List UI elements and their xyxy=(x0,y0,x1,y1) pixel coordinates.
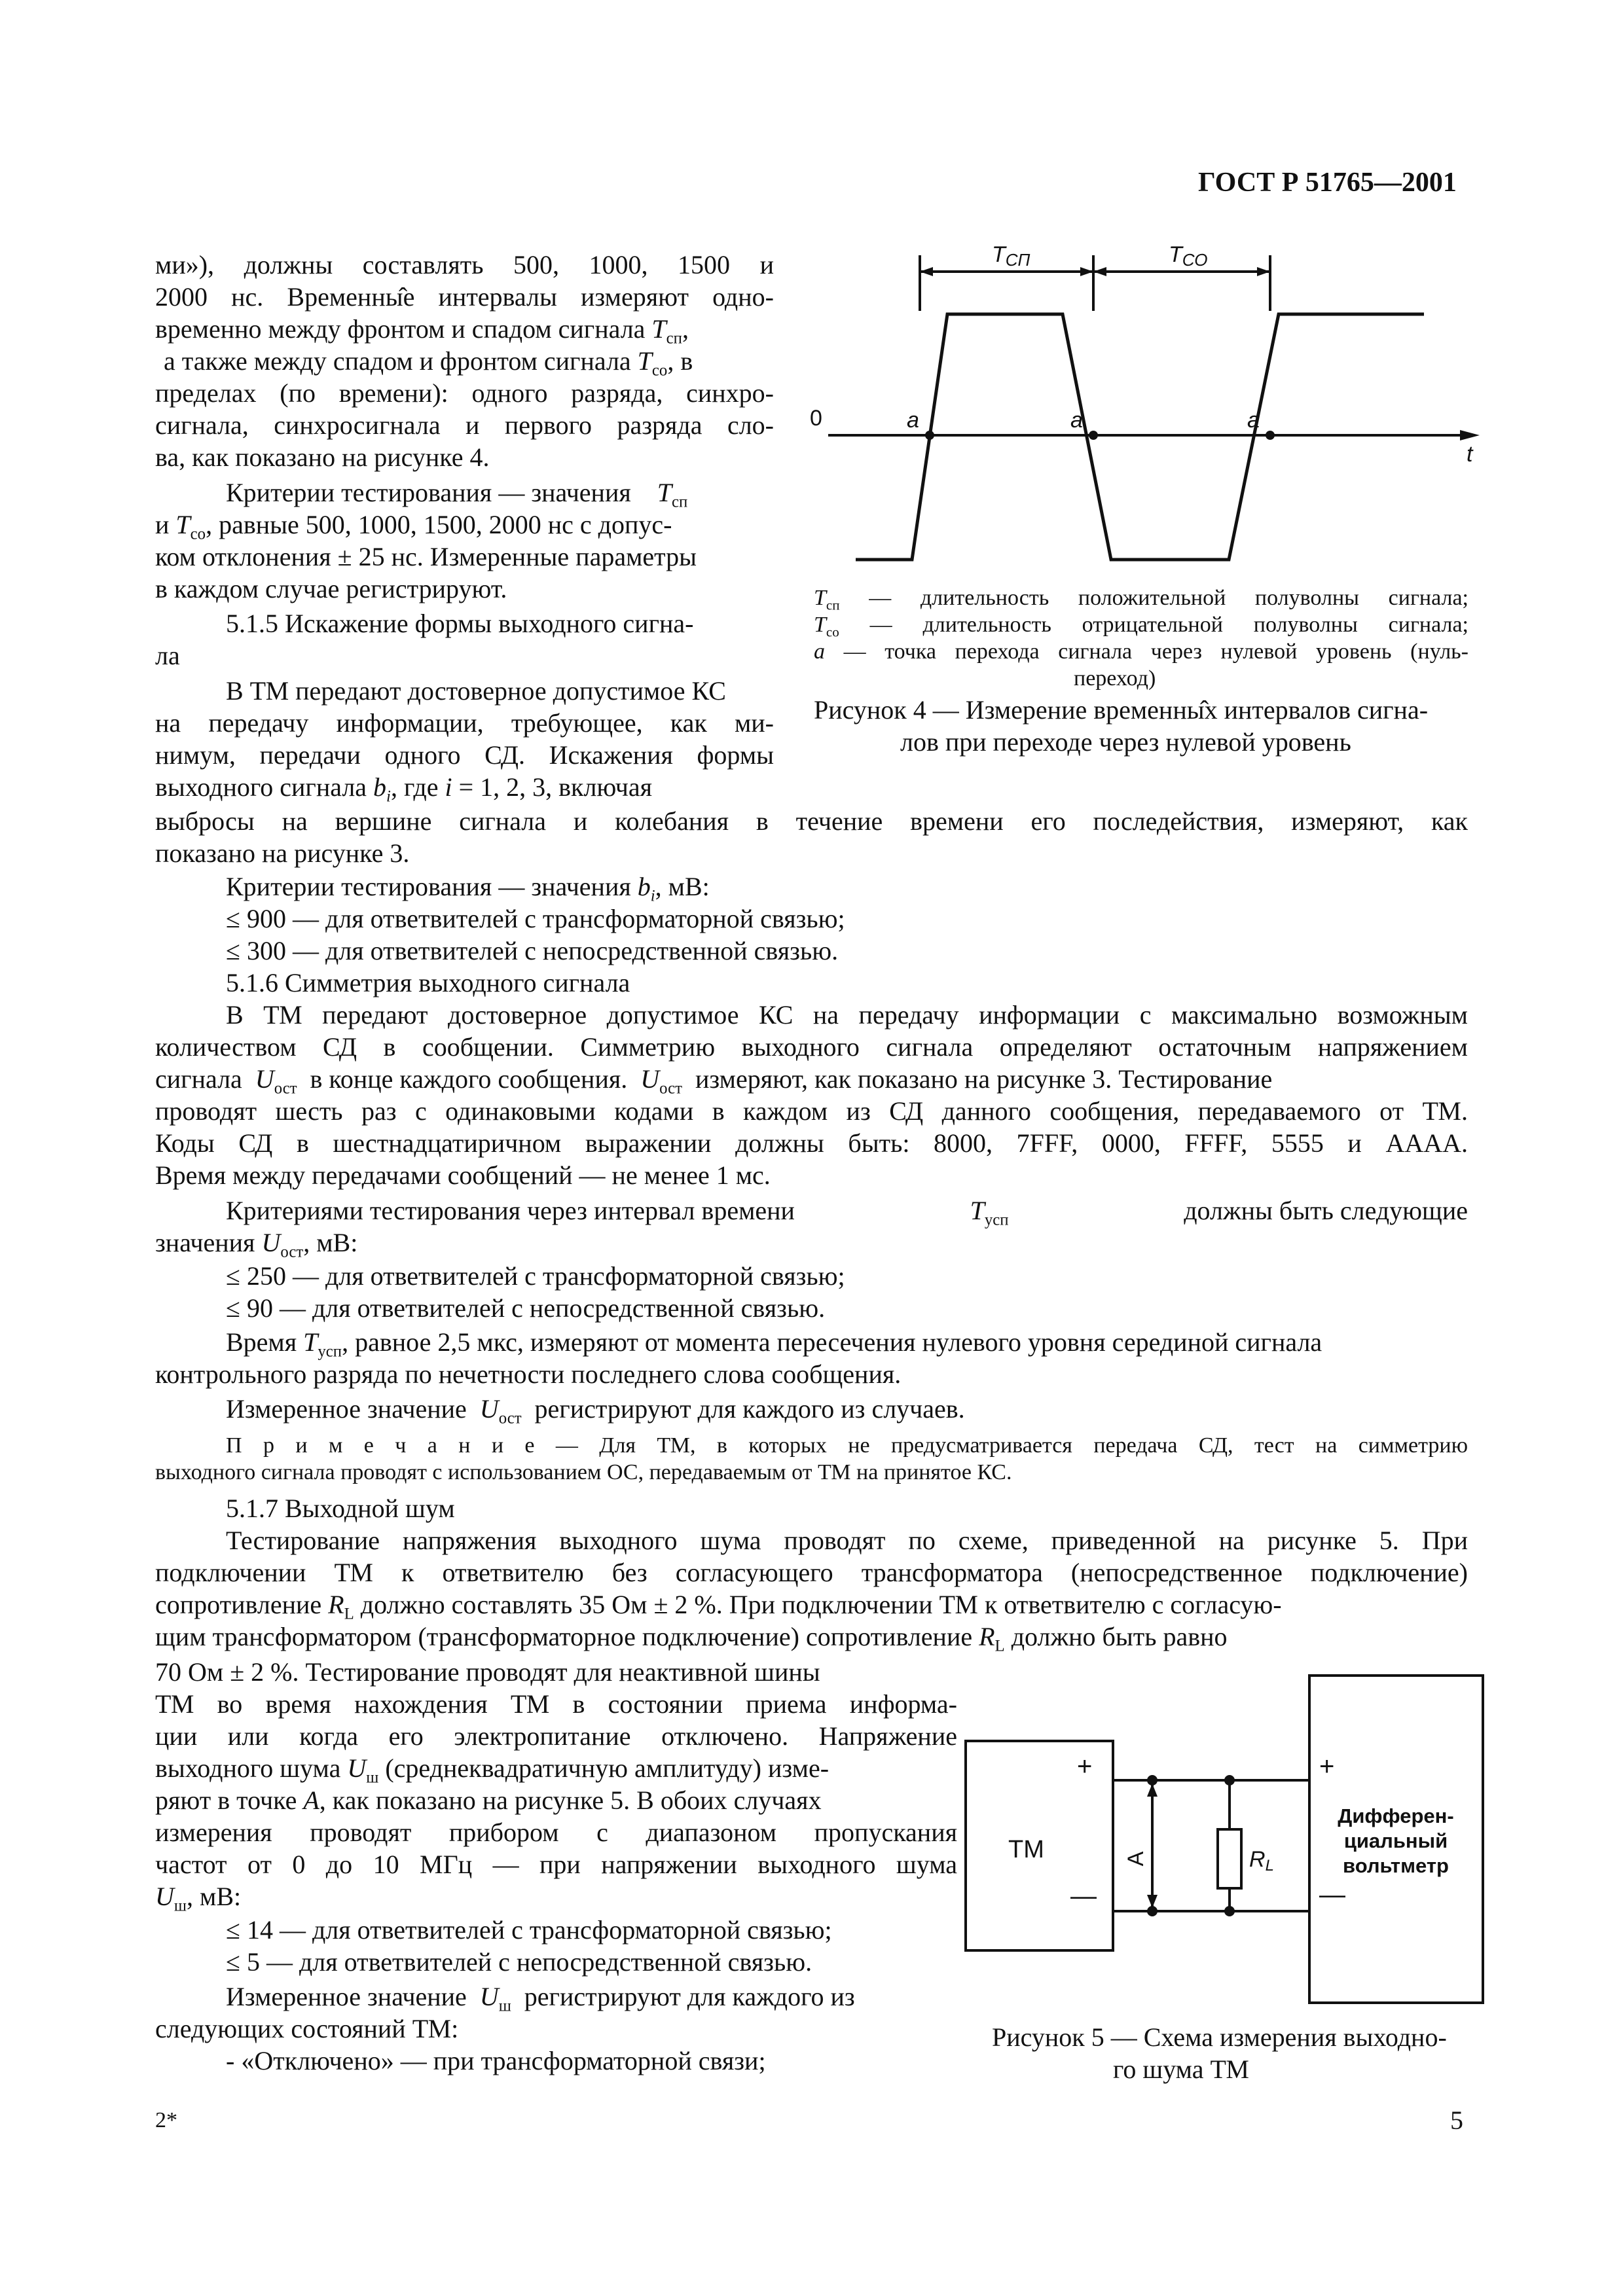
document-code: ГОСТ Р 51765—2001 xyxy=(1198,168,1457,198)
text-line: ции или когда его электропитание отключено. Напряжение xyxy=(155,1721,957,1751)
figure-caption: Рисунок 5 — Схема измерения выходно- xyxy=(992,2022,1447,2052)
text-line: ≤ 300 — для ответвителей с непосредственной связью. xyxy=(226,936,839,965)
node-dot xyxy=(1224,1906,1235,1916)
text-line: Критерии тестирования — значения $T_{сп}$ xyxy=(226,478,688,511)
text-line: Время между передачами сообщений — не менее 1 мс. xyxy=(155,1160,771,1190)
text-line: пределах (по времени): одного разряда, синхро- xyxy=(155,378,774,408)
text-line: а также между спадом и фронтом сигнала $T_{со}$, в xyxy=(164,346,693,380)
voltmeter-label: циальный xyxy=(1343,1829,1448,1852)
text-line: ≤ 5 — для ответвителей с непосредственной связью. xyxy=(226,1947,812,1977)
text-line: Время $T_{усп}$, равное 2,5 мкс, измеряют от момента пересечения нулевого уровня серединой сигнала xyxy=(226,1327,1322,1361)
point-a-label: a xyxy=(907,408,919,433)
text-line: значения $U_{ост}$, мВ: xyxy=(155,1228,358,1261)
text-line: ком отклонения ± 25 нс. Измеренные параметры xyxy=(155,542,697,571)
text-line: сопротивление $R_L$ должно составлять 35 Ом ± 2 %. При подключении ТМ к ответвителю с согласую- xyxy=(155,1590,1282,1623)
text-line: нимум, передачи одного СД. Искажения формы xyxy=(155,740,774,770)
minus-sign: — xyxy=(1319,1880,1345,1909)
text-line: на передачу информации, требующее, как ми- xyxy=(155,708,774,738)
figure-caption: го шума ТМ xyxy=(1113,2054,1249,2084)
figure-caption: лов при переходе через нулевой уровень xyxy=(900,727,1351,757)
text-line: Критериями тестирования через интервал времени $T_{усп}$ должны быть следующие xyxy=(226,1196,1468,1229)
legend-line: $T_{со}$ — длительность отрицательной полуволны сигнала; xyxy=(814,613,1468,640)
sheet-mark: 2* xyxy=(155,2108,177,2132)
text-line: Измеренное значение $U_{ост}$ регистрируют для каждого из случаев. xyxy=(226,1394,965,1427)
text-line: проводят шесть раз с одинаковыми кодами в каждом из СД данного сообщения, передаваемого от ТМ. xyxy=(155,1096,1468,1126)
tm-label: ТМ xyxy=(1008,1836,1044,1863)
text-line: контрольного разряда по нечетности последнего слова сообщения. xyxy=(155,1359,902,1389)
text-line: Тестирование напряжения выходного шума проводят по схеме, приведенной на рисунке 5. При xyxy=(226,1526,1468,1555)
text-line: в каждом случае регистрируют. xyxy=(155,574,507,603)
text-line: ≤ 90 — для ответвителей с непосредственной связью. xyxy=(226,1293,826,1323)
text-line: ТМ во время нахождения ТМ в состоянии приема информа- xyxy=(155,1689,957,1719)
arrow-icon xyxy=(1080,267,1093,276)
text-line: ≤ 14 — для ответвителей с трансформаторной связью; xyxy=(226,1915,832,1945)
text-line: частот от 0 до 10 МГц — при напряжении выходного шума xyxy=(155,1850,957,1879)
tso-label: TСО xyxy=(1169,242,1208,270)
point-a-label: a xyxy=(1070,408,1083,433)
text-line: измерения проводят прибором с диапазоном пропускания xyxy=(155,1818,957,1847)
arrow-icon xyxy=(1460,430,1480,440)
text-line: выбросы на вершине сигнала и колебания в течение времени его последействия, измеряют, как xyxy=(155,806,1468,836)
text-line: Критерии тестирования — значения $b_i$, мВ: xyxy=(226,872,710,905)
figure-caption: Рисунок 4 — Измерение временны̂х интервалов сигна- xyxy=(814,695,1429,725)
arrow-icon xyxy=(1093,267,1106,276)
text-line: сигнала $U_{ост}$ в конце каждого сообщения. $U_{ост}$ измеряют, как показано на рисунке 3. Тестирование xyxy=(155,1064,1273,1098)
point-a-label: A xyxy=(1123,1851,1148,1867)
page-number: 5 xyxy=(1450,2106,1463,2135)
legend-line: переход) xyxy=(1074,666,1156,691)
zero-cross-point xyxy=(1266,431,1275,440)
rl-label: RL xyxy=(1249,1847,1274,1874)
figure-4-timing-diagram xyxy=(802,236,1486,589)
text-line: ла xyxy=(155,641,180,670)
t-axis-label: t xyxy=(1467,442,1473,467)
arrow-icon xyxy=(1147,1895,1158,1908)
figure-5-circuit xyxy=(962,1662,1486,2009)
arrow-icon xyxy=(920,267,933,276)
text-line: ≤ 250 — для ответвителей с трансформаторной связью; xyxy=(226,1261,845,1291)
text-line: сигнала, синхросигнала и первого разряда сло- xyxy=(155,410,774,440)
zero-label: 0 xyxy=(810,406,822,431)
text-line: ряют в точке A, как показано на рисунке 5. В обоих случаях xyxy=(155,1785,822,1815)
text-line: количеством СД в сообщении. Симметрию выходного сигнала определяют остаточным напряжением xyxy=(155,1032,1468,1062)
text-line: временно между фронтом и спадом сигнала $T_{сп}$, xyxy=(155,314,689,348)
arrow-icon xyxy=(1147,1784,1158,1797)
text-line: и $T_{со}$, равные 500, 1000, 1500, 2000 нс с допус- xyxy=(155,510,672,543)
minus-sign: — xyxy=(1070,1882,1097,1910)
text-line: показано на рисунке 3. xyxy=(155,838,410,868)
text-line: $U_ш$, мВ: xyxy=(155,1882,242,1915)
text-line: выходного шума $U_ш$ (среднеквадратичную амплитуду) изме- xyxy=(155,1753,830,1787)
node-dot xyxy=(1224,1775,1235,1785)
resistor-rl xyxy=(1218,1829,1241,1888)
text-line: подключении ТМ к ответвителю без согласующего трансформатора (непосредственное подключение) xyxy=(155,1558,1468,1587)
section-heading: 5.1.7 Выходной шум xyxy=(226,1494,455,1523)
text-line: выходного сигнала $b_i$, где i = 1, 2, 3, включая xyxy=(155,772,653,806)
text-line: щим трансформатором (трансформаторное подключение) сопротивление $R_L$ должно быть равно xyxy=(155,1622,1228,1655)
arrow-icon xyxy=(1257,267,1270,276)
text-line: 2000 нс. Временны̂е интервалы измеряют одно- xyxy=(155,282,774,312)
zero-cross-point xyxy=(1089,431,1098,440)
text-line: В ТМ передают достоверное допустимое КС xyxy=(226,676,726,706)
section-heading: 5.1.5 Искажение формы выходного сигна- xyxy=(226,609,694,638)
note-line: П р и м е ч а н и е — Для ТМ, в которых не предусматривается передача СД, тест на симметрию xyxy=(226,1433,1468,1458)
voltmeter-label: вольтметр xyxy=(1343,1854,1449,1877)
plus-sign: + xyxy=(1319,1752,1335,1781)
zero-cross-point xyxy=(925,431,934,440)
legend-line: $T_{сп}$ — длительность положительной полуволны сигнала; xyxy=(814,586,1468,613)
section-heading: 5.1.6 Симметрия выходного сигнала xyxy=(226,968,630,997)
note-line: выходного сигнала проводят с использованием ОС, передаваемым от ТМ на принятое КС. xyxy=(155,1460,1012,1484)
text-line: 70 Ом ± 2 %. Тестирование проводят для неактивной шины xyxy=(155,1657,820,1687)
text-line: Коды СД в шестнадцатиричном выражении должны быть: 8000, 7FFF, 0000, FFFF, 5555 и AAAA. xyxy=(155,1128,1468,1158)
signal-waveform xyxy=(856,314,1424,560)
text-line: Измеренное значение $U_ш$ регистрируют для каждого из xyxy=(226,1982,855,2015)
tsp-label: TСП xyxy=(992,242,1030,270)
text-line: ми»), должны составлять 500, 1000, 1500 и xyxy=(155,250,774,279)
voltmeter-label: Дифферен- xyxy=(1338,1804,1454,1827)
plus-sign: + xyxy=(1077,1752,1093,1781)
text-line: ≤ 900 — для ответвителей с трансформаторной связью; xyxy=(226,904,845,933)
text-line: ва, как показано на рисунке 4. xyxy=(155,442,490,472)
legend-line: a — точка перехода сигнала через нулевой уровень (нуль- xyxy=(814,639,1468,664)
point-a-label: a xyxy=(1247,408,1260,433)
text-line: В ТМ передают достоверное допустимое КС на передачу информации с максимально возможным xyxy=(226,1000,1468,1030)
text-line: - «Отключено» — при трансформаторной связи; xyxy=(226,2046,766,2075)
text-line: следующих состояний ТМ: xyxy=(155,2014,459,2043)
